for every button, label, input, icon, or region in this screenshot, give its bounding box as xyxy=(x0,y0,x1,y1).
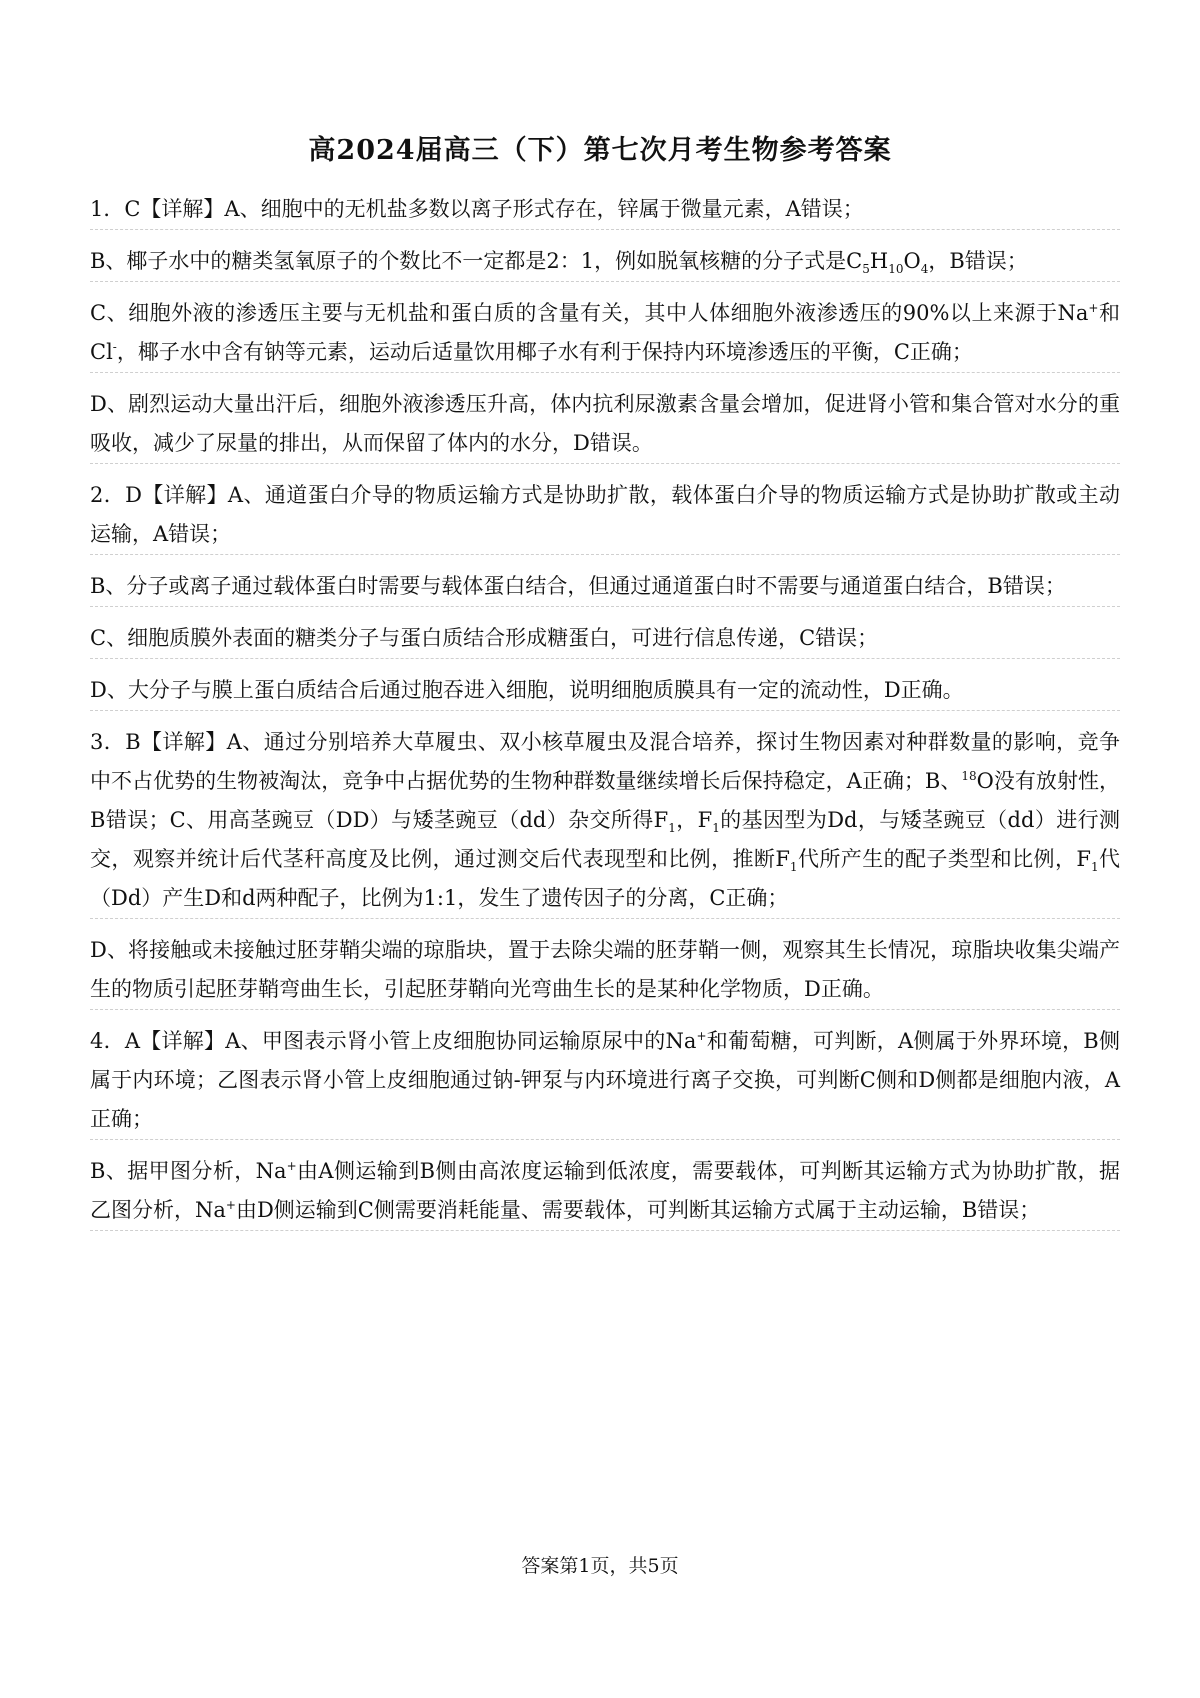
answer-body xyxy=(90,190,1120,1243)
paragraph-q1-c: C、细胞外液的渗透压主要与无机盐和蛋白质的含量有关，其中人体细胞外液渗透压的90%以上来源于Na+和Cl-，椰子水中含有钠等元素，运动后适量饮用椰子水有利于保持内环境渗透压的平衡，C正确； xyxy=(90,294,1120,373)
paragraph-q2-b: B、分子或离子通过载体蛋白时需要与载体蛋白结合，但通过通道蛋白时不需要与通道蛋白结合，B错误； xyxy=(90,567,1120,607)
paragraph-q2-c: C、细胞质膜外表面的糖类分子与蛋白质结合形成糖蛋白，可进行信息传递，C错误； xyxy=(90,619,1120,659)
paragraph-q4-intro: 4．A【详解】A、甲图表示肾小管上皮细胞协同运输原尿中的Na+和葡萄糖，可判断，A侧属于外界环境，B侧属于内环境；乙图表示肾小管上皮细胞通过钠-钾泵与内环境进行离子交换，可判断C侧和D侧都是细胞内液，A正确； xyxy=(90,1022,1120,1140)
paragraph-q3-d: D、将接触或未接触过胚芽鞘尖端的琼脂块，置于去除尖端的胚芽鞘一侧，观察其生长情况，琼脂块收集尖端产生的物质引起胚芽鞘弯曲生长，引起胚芽鞘向光弯曲生长的是某种化学物质，D正确。 xyxy=(90,931,1120,1010)
paragraph-q2-intro: 2．D【详解】A、通道蛋白介导的物质运输方式是协助扩散，载体蛋白介导的物质运输方式是协助扩散或主动运输，A错误； xyxy=(90,476,1120,555)
paragraph-q3-intro: 3．B【详解】A、通过分别培养大草履虫、双小核草履虫及混合培养，探讨生物因素对种群数量的影响，竞争中不占优势的生物被淘汰，竞争中占据优势的生物种群数量继续增长后保持稳定，A正确；B、$^{18}$O没有放射性，B错误；C、用高茎豌豆（DD）与矮茎豌豆（dd）杂交所得$F_1$，$F_1$的基因型为Dd，与矮茎豌豆（dd）进行测交，观察并统计后代茎秆高度及比例，通过测交后代表现型和比例，推断$F_1$代所产生的配子类型和比例，$F_1$代（Dd）产生D和d两种配子，比例为1:1，发生了遗传因子的分离，C正确； xyxy=(90,723,1120,919)
page-footer: 答案第1页，共5页 xyxy=(521,1555,679,1577)
page-title: 高2024届高三（下）第七次月考生物参考答案 xyxy=(308,135,892,166)
paragraph-q1-intro: 1．C【详解】A、细胞中的无机盐多数以离子形式存在，锌属于微量元素，A错误； xyxy=(90,190,1120,230)
paragraph-q2-d: D、大分子与膜上蛋白质结合后通过胞吞进入细胞，说明细胞质膜具有一定的流动性，D正确。 xyxy=(90,671,1120,711)
paragraph-q4-b: B、据甲图分析，Na+由A侧运输到B侧由高浓度运输到低浓度，需要载体，可判断其运输方式为协助扩散，据乙图分析，Na+由D侧运输到C侧需要消耗能量、需要载体，可判断其运输方式属于主动运输，B错误； xyxy=(90,1152,1120,1231)
paragraph-q1-d: D、剧烈运动大量出汗后，细胞外液渗透压升高，体内抗利尿激素含量会增加，促进肾小管和集合管对水分的重吸收，减少了尿量的排出，从而保留了体内的水分，D错误。 xyxy=(90,385,1120,464)
paragraph-q1-b: B、椰子水中的糖类氢氧原子的个数比不一定都是2：1，例如脱氧核糖的分子式是$C_5H_{10}O_4$，B错误； xyxy=(90,242,1120,282)
